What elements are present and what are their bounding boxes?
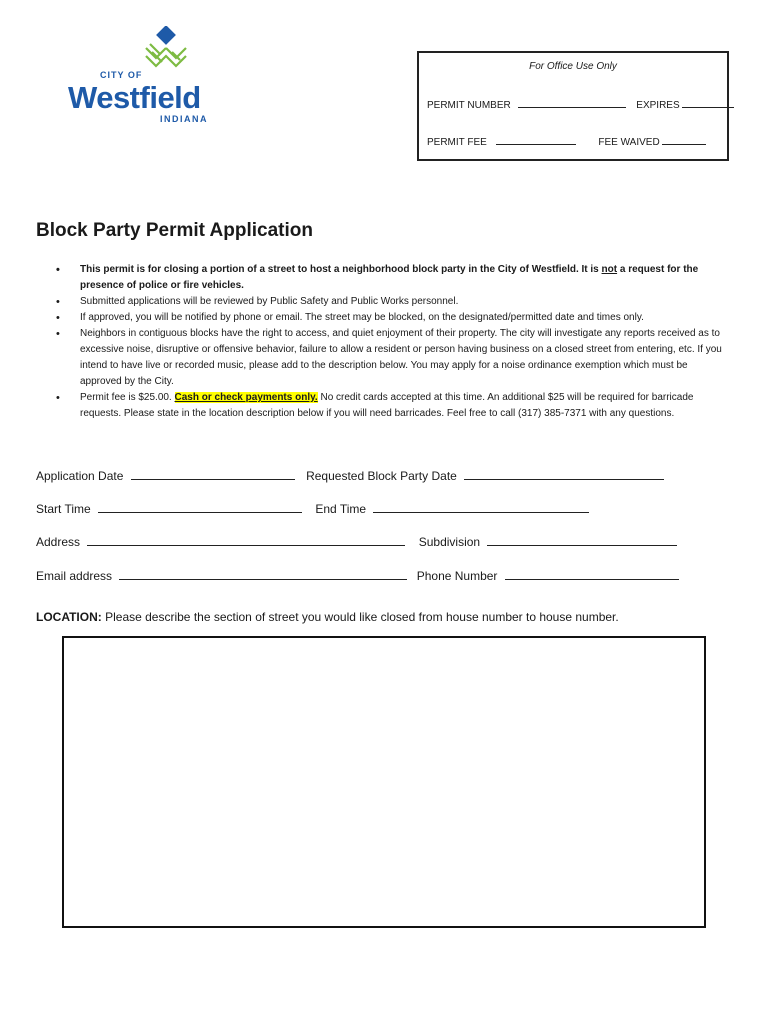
office-use-box <box>417 51 729 161</box>
payment-highlight: Cash or check payments only. <box>174 392 318 403</box>
location-label: LOCATION: <box>36 610 102 624</box>
application-date-field[interactable] <box>131 466 295 480</box>
location-text: Please describe the section of street you would like closed from house number to house number. <box>101 610 619 624</box>
times-row <box>36 499 589 516</box>
list-item <box>36 262 732 294</box>
office-row-permit-fee <box>427 134 706 148</box>
end-time-label: End Time <box>315 502 367 516</box>
address-row <box>36 532 677 549</box>
list-item <box>36 390 732 422</box>
phone-field[interactable] <box>505 566 679 580</box>
permit-number-label: PERMIT NUMBER <box>427 100 511 111</box>
bullet-5-text: Permit fee is $25.00. <box>80 392 175 403</box>
subdivision-field[interactable] <box>487 532 677 546</box>
requested-date-field[interactable] <box>464 466 664 480</box>
westfield-logo-mark-icon <box>144 26 188 68</box>
bullet-1-not: not <box>601 264 618 275</box>
contact-row <box>36 566 679 583</box>
subdivision-label: Subdivision <box>418 535 481 549</box>
start-time-field[interactable] <box>98 499 302 513</box>
list-item: • Neighbors in contiguous blocks have the right to access, and quiet enjoyment of their property. The city will investigate any reports received as to excessive noise, disruptive or offensive behavior, failure to allow a resident or person having business on a closed street from entering, etc. If you intend to have live or recorded music, please add to the description below. You may apply for a noise ordinance exemption which must be approved by the City. <box>36 326 732 390</box>
address-label: Address <box>36 535 81 549</box>
application-date-label: Application Date <box>36 469 124 483</box>
email-field[interactable] <box>119 566 407 580</box>
list-item: • If approved, you will be notified by phone or email. The street may be blocked, on the designated/permitted date and times only. <box>36 310 732 326</box>
expires-field[interactable] <box>682 97 734 108</box>
logo-westfield: Westfield <box>68 80 201 115</box>
westfield-logo <box>64 26 214 126</box>
bullet-1-text-end: a request for the presence of police or fire vehicles. <box>80 264 699 291</box>
instructions-list <box>36 262 732 422</box>
location-description-box[interactable] <box>62 636 706 928</box>
requested-date-label: Requested Block Party Date <box>306 469 457 483</box>
permit-number-field[interactable] <box>518 97 626 108</box>
phone-label: Phone Number <box>416 569 498 583</box>
permit-fee-label: PERMIT FEE <box>427 137 487 148</box>
permit-fee-field[interactable] <box>496 134 576 145</box>
page-title: Block Party Permit Application <box>36 220 313 241</box>
fee-waived-label: FEE WAIVED <box>598 137 660 148</box>
end-time-field[interactable] <box>373 499 589 513</box>
fee-waived-field[interactable] <box>662 134 706 145</box>
address-field[interactable] <box>87 532 405 546</box>
expires-label: EXPIRES <box>636 100 680 111</box>
email-label: Email address <box>36 569 113 583</box>
office-row-permit-number <box>427 97 734 111</box>
logo-indiana: INDIANA <box>160 114 208 124</box>
dates-row <box>36 466 664 483</box>
logo-city-of: CITY OF <box>100 70 143 80</box>
start-time-label: Start Time <box>36 502 91 516</box>
bullet-1-text: This permit is for closing a portion of a street to host a neighborhood block party in the City of Westfield. It is <box>80 264 602 275</box>
location-instructions <box>36 610 619 624</box>
list-item: • Submitted applications will be reviewed by Public Safety and Public Works personnel. <box>36 294 732 310</box>
bullet-5-text-end: No credit cards accepted at this time. An additional $25 will be required for barricade requests. Please state in the location description below if you will need barricades. Feel free to call (317) 385-7371 with any questions. <box>80 392 694 419</box>
office-use-heading: For Office Use Only <box>529 61 617 72</box>
